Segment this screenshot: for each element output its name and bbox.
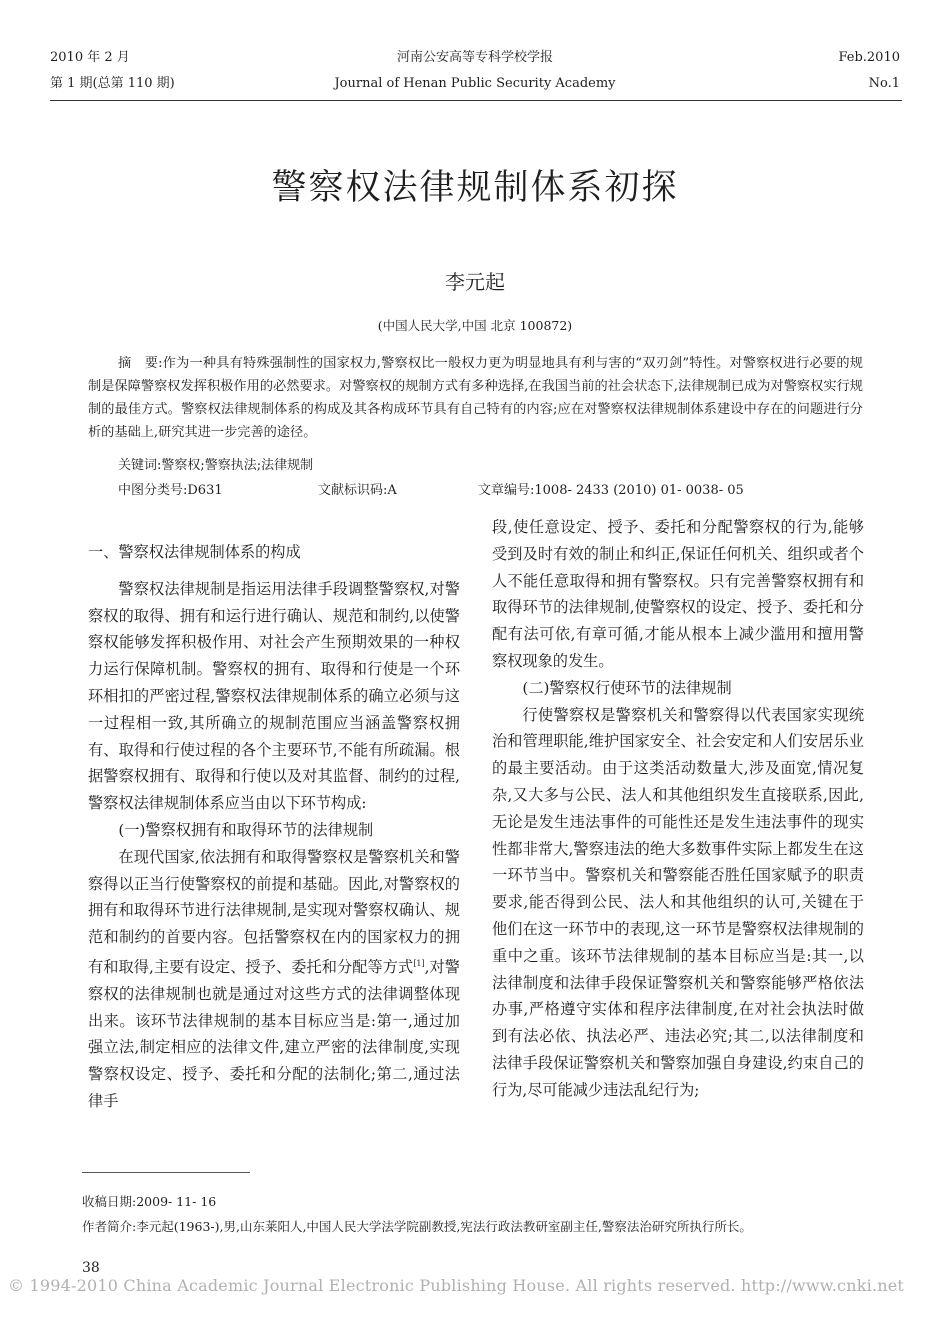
subsection-heading: (一)警察权拥有和取得环节的法律规制 [118, 820, 374, 839]
article-title: 警察权法律规制体系初探 [271, 168, 679, 208]
author-bio: 作者简介:李元起(1963-),男,山东莱阳人,中国人民大学法学院副教授,宪法行政法教研室副主任,警察法治研究所执行所长。 [82, 1219, 752, 1234]
header-journal-en: Journal of Henan Public Security Academy [334, 76, 616, 91]
paragraph: 警察权法律规制是指运用法律手段调整警察权,对警察权的取得、拥有和运行进行确认、规范和制约,以使警察权能够发挥积极作用、对社会产生预期效果的一种权力运行保障机制。警察权的拥有、取得和行使是一个环环相扣的严密过程,警察权法律规制体系的确立必须与这一过程相一致,其所确立的规制范围应当涵盖警察权拥有、取得和行使过程的各个主要环节,不能有所疏漏。根据警察权拥有、取得和行使以及对其监督、制约的过程,警察权法律规制体系应当由以下环节构成: [88, 579, 460, 813]
right-column [492, 514, 864, 1104]
article-number: 文章编号:1008- 2433 (2010) 01- 0038- 05 [478, 483, 744, 498]
clc-number: 中图分类号:D631 [118, 483, 223, 498]
paragraph: 在现代国家,依法拥有和取得警察权是警察机关和警察得以正当行使警察权的前提和基础。因此,对警察权的拥有和取得环节进行法律规制,是实现对警察权确认、规范和制约的首要内容。包括警察权在内的国家权力的拥有和取得,主要有设定、授予、委托和分配等方式[1],对警察权的法律规制也就是通过对这些方式的法律调整体现出来。该环节法律规制的基本目标应当是:第一,通过加强立法,制定相应的法律文件,建立严密的法律制度,实现警察权设定、授予、委托和分配的法制化;第二,通过法律手 [88, 847, 460, 1110]
author-affiliation: (中国人民大学,中国 北京 100872) [377, 318, 573, 333]
header-rule [50, 100, 902, 101]
header-date: 2010 年 2 月 [50, 50, 130, 65]
footnote-rule [82, 1172, 250, 1173]
keywords: 关键词:警察权;警察执法;法律规制 [118, 458, 314, 473]
subsection-heading: (二)警察权行使环节的法律规制 [522, 678, 732, 697]
citation-ref[interactable]: [1] [413, 958, 425, 968]
copyright-watermark: © 1994-2010 China Academic Journal Electronic Publishing House. All rights reserved. http://www.cnki.net [8, 1276, 905, 1295]
header-date-en: Feb.2010 [838, 50, 900, 65]
section-heading: 一、警察权法律规制体系的构成 [88, 543, 301, 561]
header-no: No.1 [868, 76, 900, 91]
page-number: 38 [82, 1260, 100, 1276]
left-column [88, 527, 460, 1115]
abstract: 摘 要:作为一种具有特殊强制性的国家权力,警察权比一般权力更为明显地具有利与害的“双刃剑”特性。对警察权进行必要的规制是保障警察权发挥积极作用的必然要求。对警察权的规制方式有多种选择,在我国当前的社会状态下,法律规制已成为对警察权实行规制的最佳方式。警察权法律规制体系的构成及其各构成环节具有自己特有的内容;应在对警察权法律规制体系建设中存在的问题进行分析的基础上,研究其进一步完善的途径。 [88, 356, 863, 440]
paragraph: 段,使任意设定、授予、委托和分配警察权的行为,能够受到及时有效的制止和纠正,保证任何机关、组织或者个人不能任意取得和拥有警察权。只有完善警察权拥有和取得环节的法律规制,使警察权的设定、授予、委托和分配有法可依,有章可循,才能从根本上减少滥用和擅用警察权现象的发生。 [492, 518, 864, 670]
author-name: 李元起 [445, 270, 505, 294]
paragraph: 行使警察权是警察机关和警察得以代表国家实现统治和管理职能,维护国家安全、社会安定和人们安居乐业的最主要活动。由于这类活动数量大,涉及面宽,情况复杂,又大多与公民、法人和其他组织发生直接联系,因此,无论是发生违法事件的可能性还是发生违法事件的现实性都非常大,警察违法的绝大多数事件实际上都发生在这一环节当中。警察机关和警察能否胜任国家赋予的职责要求,能否得到公民、法人和其他组织的认可,关键在于他们在这一环节中的表现,这一环节是警察权法律规制的重中之重。该环节法律规制的基本目标应当是:其一,以法律制度和法律手段保证警察机关和警察能够严格依法办事,严格遵守实体和程序法律制度,在对社会执法时做到有法必依、执法必严、违法必究;其二,以法律制度和法律手段保证警察机关和警察加强自身建设,约束自己的行为,尽可能减少违法乱纪行为; [492, 705, 864, 1099]
received-date: 收稿日期:2009- 11- 16 [82, 1194, 217, 1209]
document-code: 文献标识码:A [318, 483, 397, 498]
header-issue: 第 1 期(总第 110 期) [50, 76, 175, 91]
header-journal-cn: 河南公安高等专科学校学报 [396, 50, 553, 65]
